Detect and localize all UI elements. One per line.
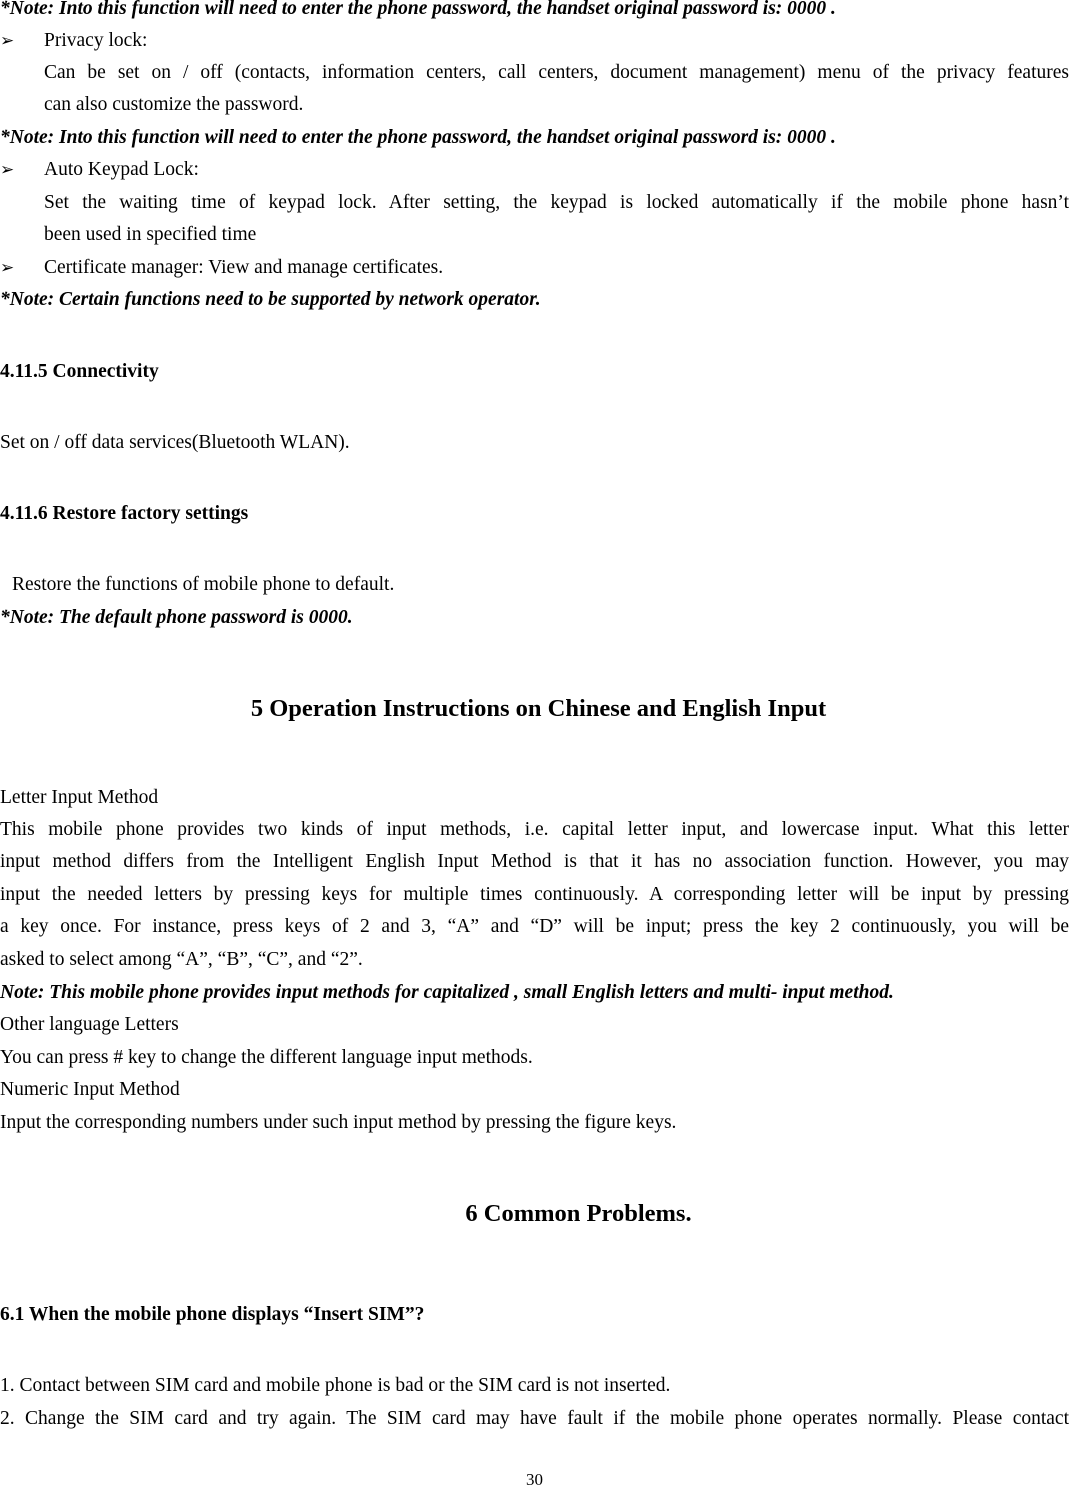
- letter-input-line-5: asked to select among “A”, “B”, “C”, and “2”.: [0, 949, 363, 970]
- letter-input-line-3: input the needed letters by pressing keys for multiple times continuously. A corresponding letter will be input by pressing: [0, 884, 1069, 905]
- letter-input-line-4: a key once. For instance, press keys of 2 and 3, “A” and “D” will be input; press the key 2 continuously, you will be: [0, 916, 1069, 937]
- privacy-lock-desc-line1: Can be set on / off (contacts, information centers, call centers, document management) menu of the privacy features: [44, 62, 1069, 83]
- auto-keypad-lock-desc-line2: been used in specified time: [44, 224, 257, 245]
- list-item: 2. Change the SIM card and try again. The SIM card may have fault if the mobile phone operates normally. Please contact: [0, 1408, 1069, 1429]
- note-input-methods: Note: This mobile phone provides input methods for capitalized , small English letters and multi- input method.: [0, 982, 894, 1003]
- section-heading-connectivity: 4.11.5 Connectivity: [0, 361, 159, 382]
- letter-input-line-2: input method differs from the Intelligent English Input Method is that it has no association function. However, you may: [0, 851, 1069, 872]
- privacy-lock-title: Privacy lock:: [44, 30, 148, 51]
- section-heading-insert-sim: 6.1 When the mobile phone displays “Insert SIM”?: [0, 1304, 425, 1325]
- letter-input-heading: Letter Input Method: [0, 787, 159, 808]
- letter-input-line-1: This mobile phone provides two kinds of input methods, i.e. capital letter input, and lowercase input. What this letter: [0, 819, 1069, 840]
- chapter-5-title: 5 Operation Instructions on Chinese and English Input: [250, 695, 827, 722]
- list-item: 1. Contact between SIM card and mobile phone is bad or the SIM card is not inserted.: [0, 1375, 671, 1396]
- page-number: 30: [526, 1470, 543, 1489]
- note-password-1: *Note: Into this function will need to enter the phone password, the handset original password is: 0000 .: [0, 0, 836, 19]
- restore-body: Restore the functions of mobile phone to default.: [12, 574, 395, 595]
- auto-keypad-lock-title: Auto Keypad Lock:: [44, 159, 199, 180]
- connectivity-body: Set on / off data services(Bluetooth WLAN).: [0, 432, 350, 453]
- privacy-lock-desc-line2: can also customize the password.: [44, 94, 304, 115]
- certificate-manager-text: Certificate manager: View and manage certificates.: [44, 257, 444, 278]
- arrow-bullet-icon: ➢: [0, 31, 15, 51]
- numeric-input-body: Input the corresponding numbers under such input method by pressing the figure keys.: [0, 1112, 677, 1133]
- other-language-body: You can press # key to change the different language input methods.: [0, 1047, 533, 1068]
- arrow-bullet-icon: ➢: [0, 160, 15, 180]
- other-language-heading: Other language Letters: [0, 1014, 179, 1035]
- note-default-password: *Note: The default phone password is 0000.: [0, 607, 353, 628]
- auto-keypad-lock-desc-line1: Set the waiting time of keypad lock. After setting, the keypad is locked automatically if the mobile phone hasn’t: [44, 192, 1069, 213]
- chapter-6-title: 6 Common Problems.: [465, 1200, 692, 1227]
- note-password-2: *Note: Into this function will need to enter the phone password, the handset original password is: 0000 .: [0, 127, 836, 148]
- section-heading-restore: 4.11.6 Restore factory settings: [0, 503, 249, 524]
- note-network-operator: *Note: Certain functions need to be supported by network operator.: [0, 289, 541, 310]
- numeric-input-heading: Numeric Input Method: [0, 1079, 180, 1100]
- arrow-bullet-icon: ➢: [0, 258, 15, 278]
